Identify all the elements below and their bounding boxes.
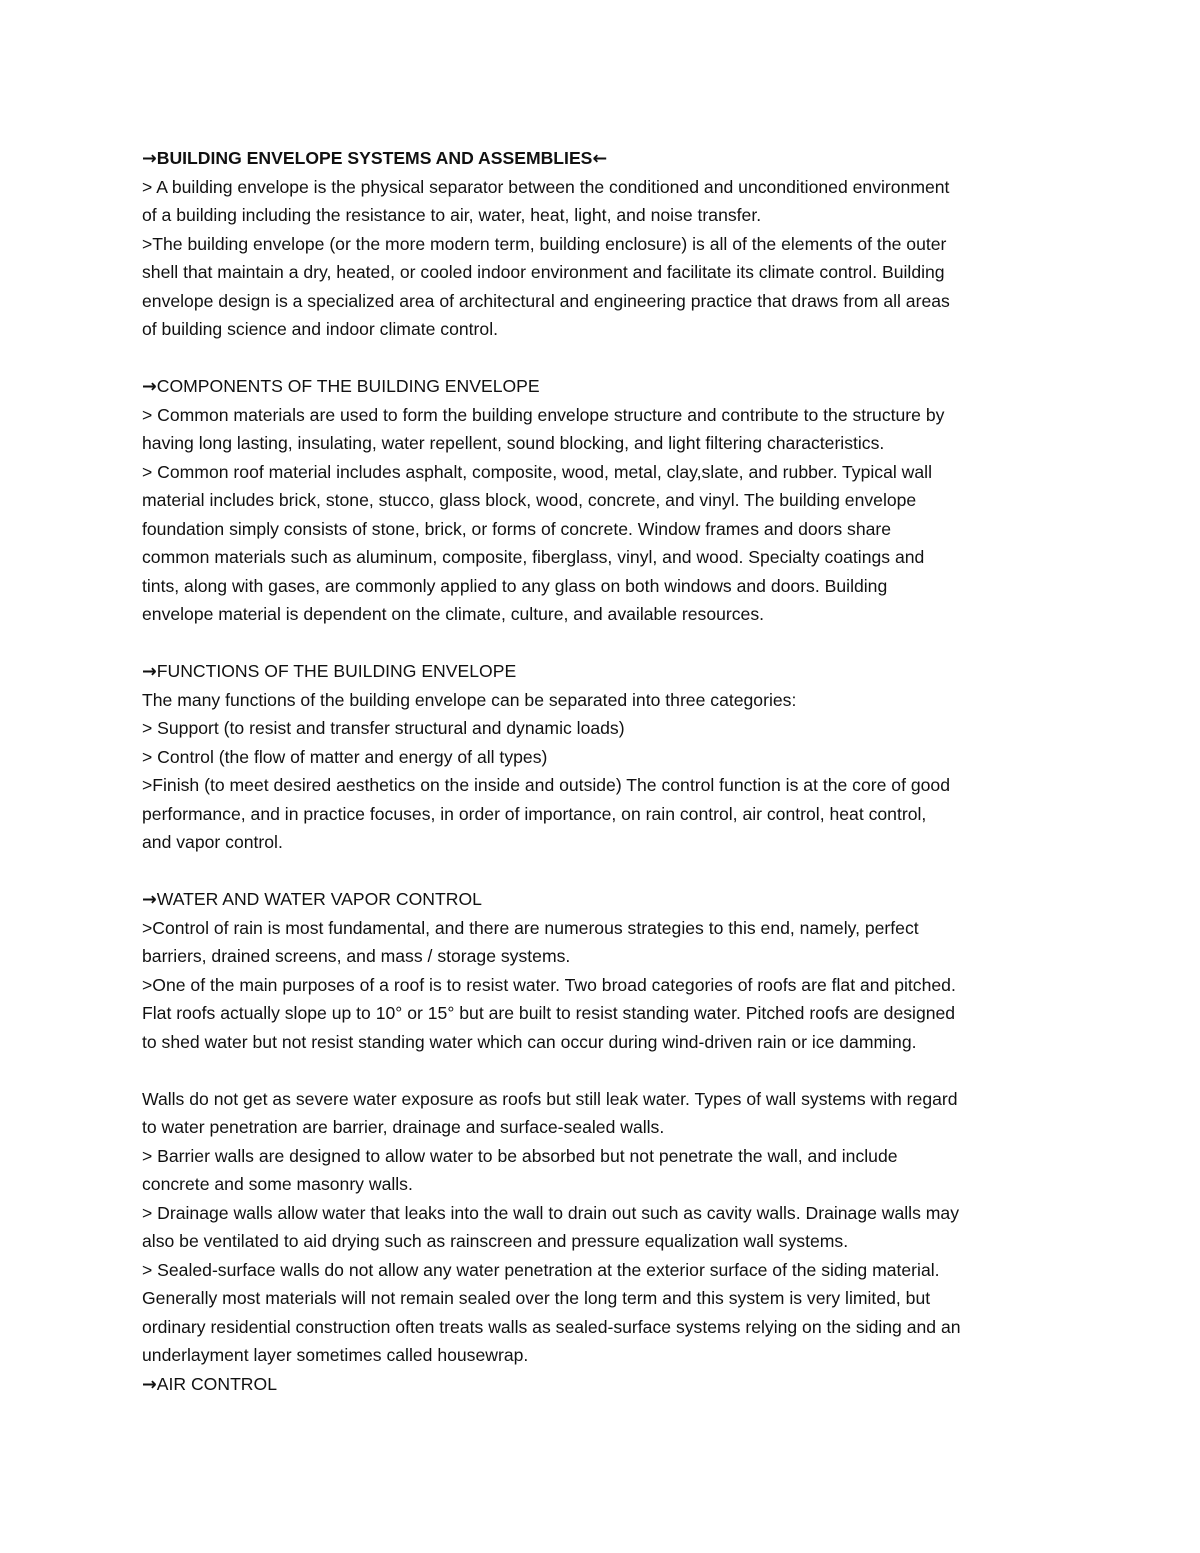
paragraph-line: underlayment layer sometimes called housewrap. bbox=[142, 1345, 529, 1365]
right-arrow-icon: → bbox=[142, 890, 157, 910]
paragraph-line: envelope design is a specialized area of architectural and engineering practice that draws from all areas bbox=[142, 290, 950, 311]
paragraph-line: foundation simply consists of stone, brick, or forms of concrete. Window frames and doors share bbox=[142, 518, 892, 539]
paragraph-line: >Finish (to meet desired aesthetics on the inside and outside) The control function is at the core of good bbox=[142, 775, 950, 795]
paragraph-line: The many functions of the building envelope can be separated into three categories: bbox=[142, 689, 797, 710]
blank-line bbox=[142, 344, 1077, 373]
right-arrow-icon: → bbox=[142, 377, 157, 397]
paragraph-line: to water penetration are barrier, drainage and surface-sealed walls. bbox=[142, 1117, 665, 1137]
paragraph-line: concrete and some masonry walls. bbox=[142, 1174, 413, 1194]
section-heading-text: AIR CONTROL bbox=[156, 1373, 277, 1394]
right-arrow-icon: → bbox=[142, 149, 157, 169]
blank-line bbox=[142, 1056, 1077, 1085]
paragraph-line: also be ventilated to aid drying such as rainscreen and pressure equalization wall systems. bbox=[142, 1231, 849, 1251]
right-arrow-icon: → bbox=[142, 662, 157, 682]
section-heading-text: FUNCTIONS OF THE BUILDING ENVELOPE bbox=[156, 661, 517, 681]
paragraph-line: of building science and indoor climate control. bbox=[142, 319, 498, 339]
paragraph-line: common materials such as aluminum, composite, fiberglass, vinyl, and wood. Specialty coatings and bbox=[142, 547, 925, 567]
paragraph-line: >Control of rain is most fundamental, and there are numerous strategies to this end, namely, perfect bbox=[142, 917, 919, 938]
document-title-text: BUILDING ENVELOPE SYSTEMS AND ASSEMBLIES bbox=[156, 148, 593, 168]
paragraph-line: of a building including the resistance to air, water, heat, light, and noise transfer. bbox=[142, 205, 762, 225]
paragraph-line: > Common materials are used to form the building envelope structure and contribute to the structure by bbox=[142, 404, 945, 425]
left-arrow-icon: ← bbox=[592, 149, 608, 169]
section-heading bbox=[142, 372, 1077, 401]
document-title bbox=[142, 144, 1077, 173]
document-page bbox=[142, 144, 1077, 1398]
section-heading-text: COMPONENTS OF THE BUILDING ENVELOPE bbox=[156, 376, 540, 396]
paragraph-line: > Barrier walls are designed to allow water to be absorbed but not penetrate the wall, and include bbox=[142, 1145, 898, 1166]
paragraph-line: > A building envelope is the physical separator between the conditioned and unconditioned environment bbox=[142, 176, 950, 197]
paragraph-line: Generally most materials will not remain sealed over the long term and this system is very limited, but bbox=[142, 1288, 931, 1308]
paragraph-line: shell that maintain a dry, heated, or cooled indoor environment and facilitate its climate control. Building bbox=[142, 262, 945, 282]
paragraph-line: >The building envelope (or the more modern term, building enclosure) is all of the elements of the outer bbox=[142, 233, 947, 254]
paragraph-line: and vapor control. bbox=[142, 832, 283, 852]
paragraph-line: performance, and in practice focuses, in order of importance, on rain control, air control, heat control, bbox=[142, 803, 927, 824]
paragraph-line: tints, along with gases, are commonly applied to any glass on both windows and doors. Building bbox=[142, 575, 888, 596]
paragraph-line: Walls do not get as severe water exposure as roofs but still leak water. Types of wall systems with regard bbox=[142, 1088, 958, 1109]
paragraph-line: > Drainage walls allow water that leaks into the wall to drain out such as cavity walls. Drainage walls may bbox=[142, 1202, 960, 1223]
section-heading bbox=[142, 885, 1077, 914]
paragraph-line: to shed water but not resist standing water which can occur during wind-driven rain or ice damming. bbox=[142, 1031, 917, 1052]
paragraph-line: having long lasting, insulating, water repellent, sound blocking, and light filtering characteristics. bbox=[142, 433, 885, 453]
blank-line bbox=[142, 629, 1077, 658]
blank-line bbox=[142, 857, 1077, 886]
paragraph-line: barriers, drained screens, and mass / storage systems. bbox=[142, 946, 571, 966]
section-heading-text: WATER AND WATER VAPOR CONTROL bbox=[156, 889, 482, 909]
paragraph-line: Flat roofs actually slope up to 10° or 15° but are built to resist standing water. Pitched roofs are designed bbox=[142, 1003, 956, 1023]
paragraph-line: ordinary residential construction often treats walls as sealed-surface systems relying on the siding and an bbox=[142, 1316, 961, 1337]
section-heading bbox=[142, 657, 1077, 686]
paragraph-line: > Support (to resist and transfer structural and dynamic loads) bbox=[142, 718, 625, 738]
paragraph-line: > Control (the flow of matter and energy of all types) bbox=[142, 746, 548, 767]
paragraph-line: > Common roof material includes asphalt, composite, wood, metal, clay,slate, and rubber. Typical wall bbox=[142, 461, 932, 482]
paragraph-line: > Sealed-surface walls do not allow any water penetration at the exterior surface of the siding material. bbox=[142, 1259, 940, 1280]
document-body bbox=[142, 173, 1077, 1399]
paragraph-line: >One of the main purposes of a roof is to resist water. Two broad categories of roofs are flat and pitched. bbox=[142, 974, 956, 995]
paragraph-line: material includes brick, stone, stucco, glass block, wood, concrete, and vinyl. The building envelope bbox=[142, 490, 917, 510]
section-heading bbox=[142, 1370, 1077, 1399]
right-arrow-icon: → bbox=[142, 1374, 157, 1395]
paragraph-line: envelope material is dependent on the climate, culture, and available resources. bbox=[142, 604, 765, 624]
